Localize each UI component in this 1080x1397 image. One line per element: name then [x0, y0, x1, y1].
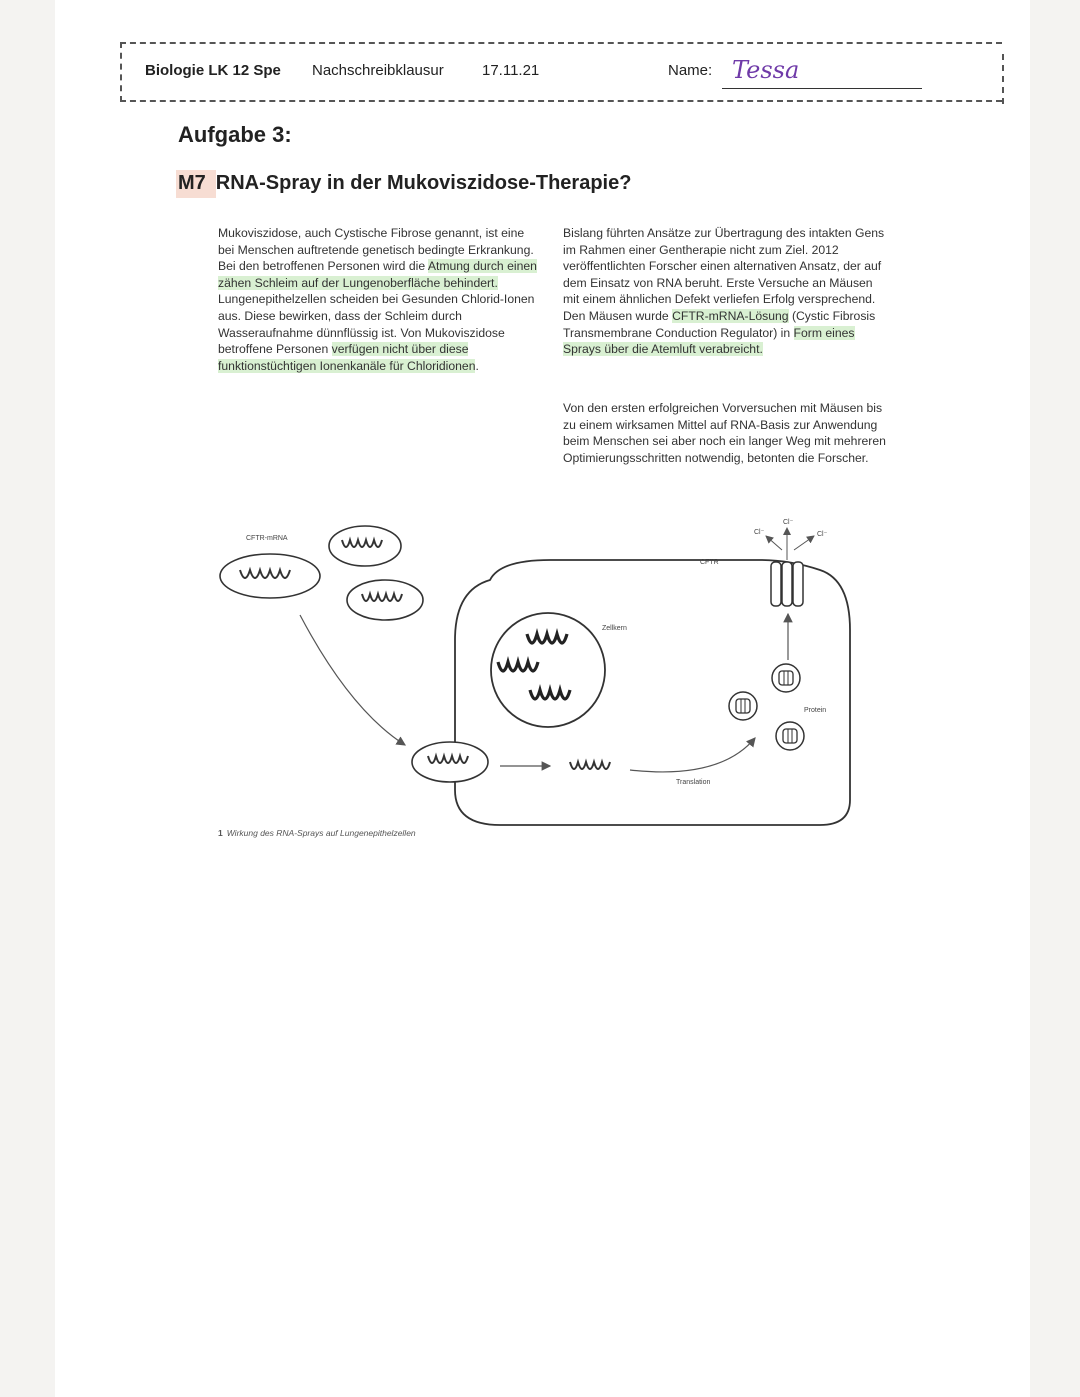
material-heading: RNA-Spray in der Mukoviszidose-Therapie? — [215, 172, 632, 194]
label-translation: Translation — [676, 779, 711, 786]
exam-label: Nachschreibklausur — [312, 62, 444, 79]
free-mrna — [570, 762, 610, 769]
protein-icon — [776, 722, 804, 750]
caption-text: Wirkung des RNA-Sprays auf Lungenepithelzellen — [226, 828, 416, 838]
material-number: M7 — [178, 172, 206, 194]
left-text-2: Lungenepithelzellen scheiden bei Gesunden Chlorid-Ionen aus. Diese bewirken, dass der Schleim durch Wasseraufnahme dünnflüssig ist. Von Mukoviszidose betroffene Personen — [218, 292, 535, 357]
label-nucleus: Zellkern — [602, 625, 627, 632]
label-chloride: Cl⁻ — [754, 529, 765, 536]
right-text-2: (Cystic Fibrosis Transmembrane Conduction Regulator) in — [563, 308, 876, 340]
mrna-droplet — [220, 554, 320, 598]
label-cftr-mrna: CFTR-mRNA — [246, 535, 288, 542]
task-title: Aufgabe 3: — [178, 122, 292, 147]
left-highlight-2: verfügen nicht über diese funktionstüchtigen Ionenkanäle für Chloridionen — [218, 342, 476, 373]
caption-number: 1 — [218, 828, 223, 838]
left-text-1: Mukoviszidose, auch Cystische Fibrose genannt, ist eine bei Menschen auftretende genetisch bedingte Erkrankung. Bei den betroffenen Personen wird die — [218, 226, 534, 274]
mrna-droplet — [329, 526, 401, 566]
nucleus-rna — [527, 634, 567, 643]
chloride-arrow — [766, 536, 782, 550]
label-chloride: Cl⁻ — [783, 519, 794, 526]
course-label: Biologie LK 12 Spe — [145, 62, 281, 79]
uptake-arrow — [300, 615, 405, 745]
rna-spray-diagram — [200, 500, 880, 850]
left-text-3: . — [475, 358, 479, 373]
mrna-droplet — [412, 742, 488, 782]
name-signature: Tessa — [732, 56, 800, 84]
protein-icon — [729, 692, 757, 720]
right-text-1: Bislang führten Ansätze zur Übertragung des intakten Gens im Rahmen einer Gentherapie nicht zum Ziel. 2012 veröffentlichten Forscher einen alternativen Ansatz, der auf dem Einsatz von RNA beruht. Erste Versuche an Mäusen mit einem ähnlichen Defekt verliefen Erfolg versprechend. Den Mäusen wurde — [563, 226, 885, 323]
chloride-arrow — [794, 536, 814, 550]
translation-arrow — [630, 738, 755, 772]
left-text-column — [218, 225, 540, 374]
name-label: Name: — [668, 62, 713, 79]
name-line — [722, 88, 922, 89]
figure-caption — [218, 828, 416, 838]
right-text-column — [563, 225, 888, 358]
right-text-paragraph-2: Von den ersten erfolgreichen Vorversuchen mit Mäusen bis zu einem wirksamen Mittel auf RNA-Basis zur Anwendung beim Menschen sei aber noch ein langer Weg mit mehreren Optimierungsschritten notwendig, betonten die Forscher. — [563, 401, 886, 465]
label-cftr: CFTR — [700, 559, 719, 566]
date-label: 17.11.21 — [482, 62, 540, 79]
right-highlight-1: CFTR-mRNA-Lösung — [672, 308, 789, 323]
material-title — [178, 172, 631, 195]
protein-icon — [772, 664, 800, 692]
label-protein: Protein — [804, 707, 827, 714]
mrna-droplet — [347, 580, 423, 620]
cftr-channel — [771, 562, 803, 606]
left-highlight-1: Atmung durch einen zähen Schleim auf der Lungenoberfläche behindert. — [218, 259, 537, 290]
nucleus-rna — [498, 662, 538, 671]
right-highlight-2: Form eines Sprays über die Atemluft verabreicht. — [563, 325, 855, 357]
label-chloride: Cl⁻ — [817, 531, 828, 538]
nucleus-rna — [530, 690, 570, 699]
cell-nucleus — [491, 613, 605, 727]
